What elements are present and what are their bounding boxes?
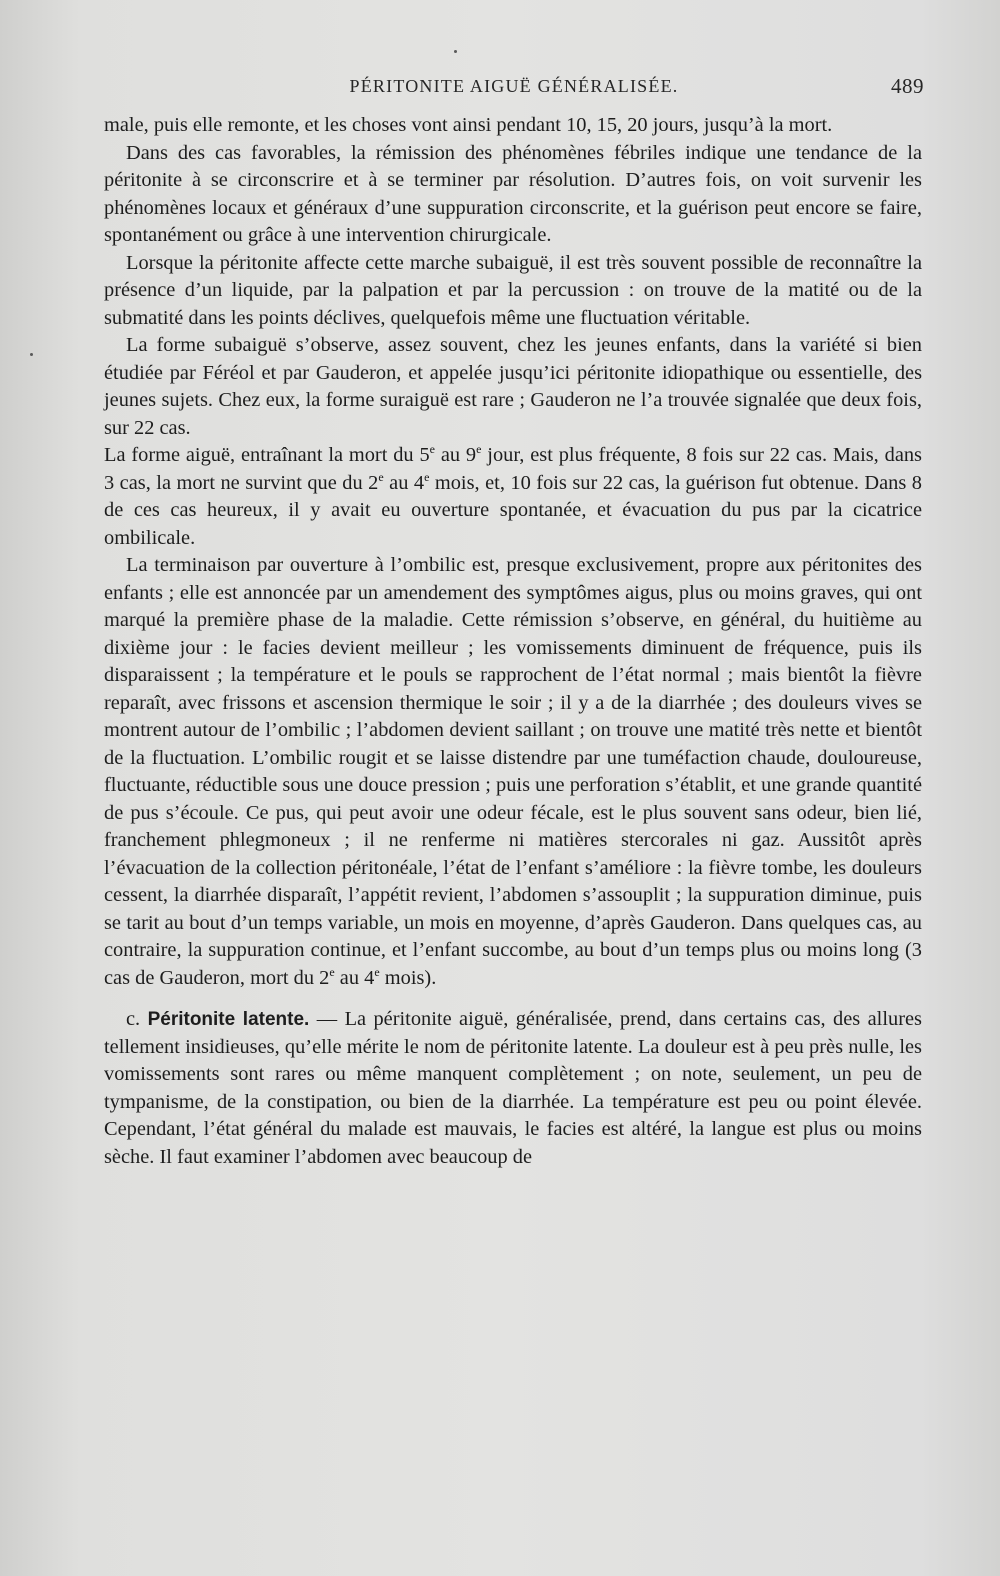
print-speck bbox=[30, 353, 33, 356]
running-title: PÉRITONITE AIGUË GÉNÉRALISÉE. bbox=[349, 76, 679, 96]
section-label: c. bbox=[126, 1008, 141, 1030]
paragraph: La forme aiguë, entraînant la mort du 5e au 9e jour, est plus fréquente, 8 fois sur 22 cas. Mais, dans 3 cas, la mort ne survint que du 2e au 4e mois, et, 10 fois sur 22 cas, la guérison fut obtenue. Dans 8 de ces cas heureux, il y avait eu ouverture spontanée, et évacuation du pus par la cicatrice ombilicale. bbox=[104, 442, 922, 549]
section-title: Péritonite latente. bbox=[147, 1009, 310, 1030]
page-number: 489 bbox=[891, 74, 924, 98]
paragraph: Dans des cas favorables, la rémission des phénomènes fébriles indique une tendance de la péritonite à se circonscrire et à se terminer par résolution. D’autres fois, on voit survenir les phénomènes locaux et généraux d’une suppuration circonscrite, et la guérison peut encore se faire, spontanément ou grâce à une intervention chirurgicale. bbox=[104, 141, 922, 246]
paragraph: Lorsque la péritonite affecte cette marche subaiguë, il est très souvent possible de reconnaître la présence d’un liquide, par la palpation et par la percussion : on trouve de la matité ou de la submatité dans les points déclives, quelquefois même une fluctuation véritable. bbox=[104, 251, 922, 329]
section-c-text: La péritonite aiguë, généralisée, prend, dans certains cas, des allures tellement insidieuses, qu’elle mérite le nom de péritonite latente. La douleur est à peu près nulle, les vomissements sont rares ou même manquent complètement ; on note, seulement, un peu de tympanisme, de la constipation, ou bien de la diarrhée. La température est peu ou point élevée. Cependant, l’état général du malade est mauvais, le facies est altéré, la langue est plus ou moins sèche. Il faut examiner l’abdomen avec beaucoup de bbox=[104, 1008, 922, 1168]
paragraph: La terminaison par ouverture à l’ombilic est, presque exclusivement, propre aux péritonites des enfants ; elle est annoncée par un amendement des symptômes aigus, plus ou moins graves, qui ont marqué la première phase de la maladie. Cette rémission s’observe, en général, du huitième au dixième jour : le facies devient meilleur ; les vomissements diminuent de fréquence, puis ils disparaissent ; la température et le pouls se rapprochent de l’état normal ; mais bientôt la fièvre reparaît, avec frissons et ascension thermique le soir ; il y a de la diarrhée ; des douleurs vives se montrent autour de l’ombilic ; l’abdomen devient saillant ; on trouve une matité très nette et bientôt de la fluctuation. L’ombilic rougit et se laisse distendre par une tuméfaction chaude, douloureuse, fluctuante, réductible sous une douce pression ; puis une perforation s’établit, et une grande quantité de pus s’écoule. Ce pus, qui peut avoir une odeur fécale, est le plus souvent sans odeur, bien lié, franchement phlegmoneux ; il ne renferme ni matières stercorales ni gaz. Aussitôt après l’évacuation de la collection péritonéale, l’état de l’enfant s’améliore : la fièvre tombe, les douleurs cessent, la diarrhée disparaît, l’appétit revient, l’abdomen s’assouplit ; la suppuration diminue, puis se tarit au bout d’un temps variable, un mois en moyenne, d’après Gauderon. Dans quelques cas, au contraire, la suppuration continue, et l’enfant succombe, au bout d’un temps plus ou moins long (3 cas de Gauderon, mort du 2e au 4e mois). bbox=[104, 554, 922, 989]
body-text bbox=[104, 112, 922, 1171]
print-speck bbox=[454, 50, 457, 53]
section-c-paragraph bbox=[104, 1006, 922, 1171]
paragraph: male, puis elle remonte, et les choses vont ainsi pendant 10, 15, 20 jours, jusqu’à la mort. bbox=[104, 114, 833, 136]
em-dash: — bbox=[316, 1008, 338, 1030]
page-header bbox=[104, 74, 924, 104]
paragraph: La forme subaiguë s’observe, assez souvent, chez les jeunes enfants, dans la variété si bien étudiée par Féréol et par Gauderon, et appelée jusqu’ici péritonite idiopathique ou essentielle, des jeunes sujets. Chez eux, la forme suraiguë est rare ; Gauderon ne l’a trouvée signalée que deux fois, sur 22 cas. bbox=[104, 334, 922, 439]
